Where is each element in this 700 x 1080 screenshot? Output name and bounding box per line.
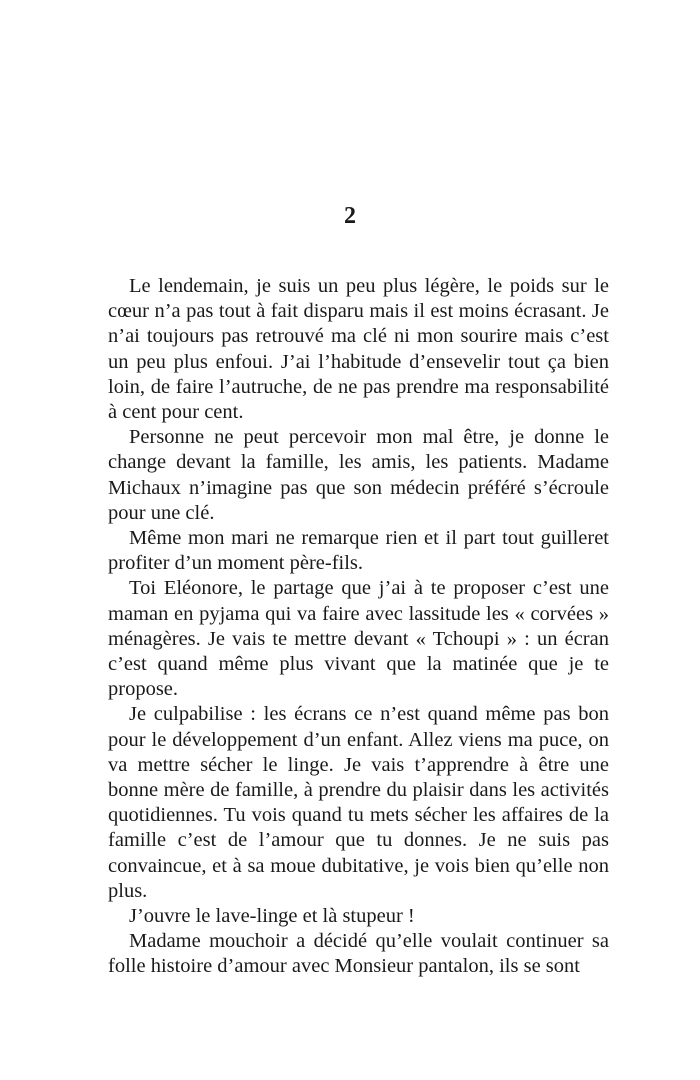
paragraph: Même mon mari ne remarque rien et il part tout guilleret profiter d’un moment père-fils. (108, 527, 609, 575)
paragraph: J’ouvre le lave-linge et là stupeur ! (129, 905, 415, 928)
paragraph: Madame mouchoir a décidé qu’elle voulait continuer sa folle histoire d’amour avec Monsieur pantalon, ils se sont (108, 930, 609, 978)
chapter-number: 2 (344, 203, 356, 229)
paragraph: Toi Eléonore, le partage que j’ai à te proposer c’est une maman en pyjama qui va faire avec lassitude les « corvées » ménagères. Je vais te mettre devant « Tchoupi » : un écran c’est quand même plus vivant que la matinée que je te propose. (108, 577, 609, 701)
paragraph: Le lendemain, je suis un peu plus légère, le poids sur le cœur n’a pas tout à fait disparu mais il est moins écrasant. Je n’ai toujours pas retrouvé ma clé ni mon sourire mais c’est un peu plus enfoui. J’ai l’habitude d’ensevelir tout ça bien loin, de faire l’autruche, de ne pas prendre ma responsabilité à cent pour cent. (108, 275, 609, 424)
chapter-body (108, 274, 609, 980)
paragraph: Je culpabilise : les écrans ce n’est quand même pas bon pour le développement d’un enfant. Allez viens ma puce, on va mettre sécher le linge. Je vais t’apprendre à être une bonne mère de famille, à prendre du plaisir dans les activités quotidiennes. Tu vois quand tu mets sécher les affaires de la famille c’est de l’amour que tu donnes. Je ne suis pas convaincue, et à sa moue dubitative, je vois bien qu’elle non plus. (108, 703, 609, 902)
paragraph: Personne ne peut percevoir mon mal être, je donne le change devant la famille, les amis, les patients. Madame Michaux n’imagine pas que son médecin préféré s’écroule pour une clé. (108, 426, 609, 524)
